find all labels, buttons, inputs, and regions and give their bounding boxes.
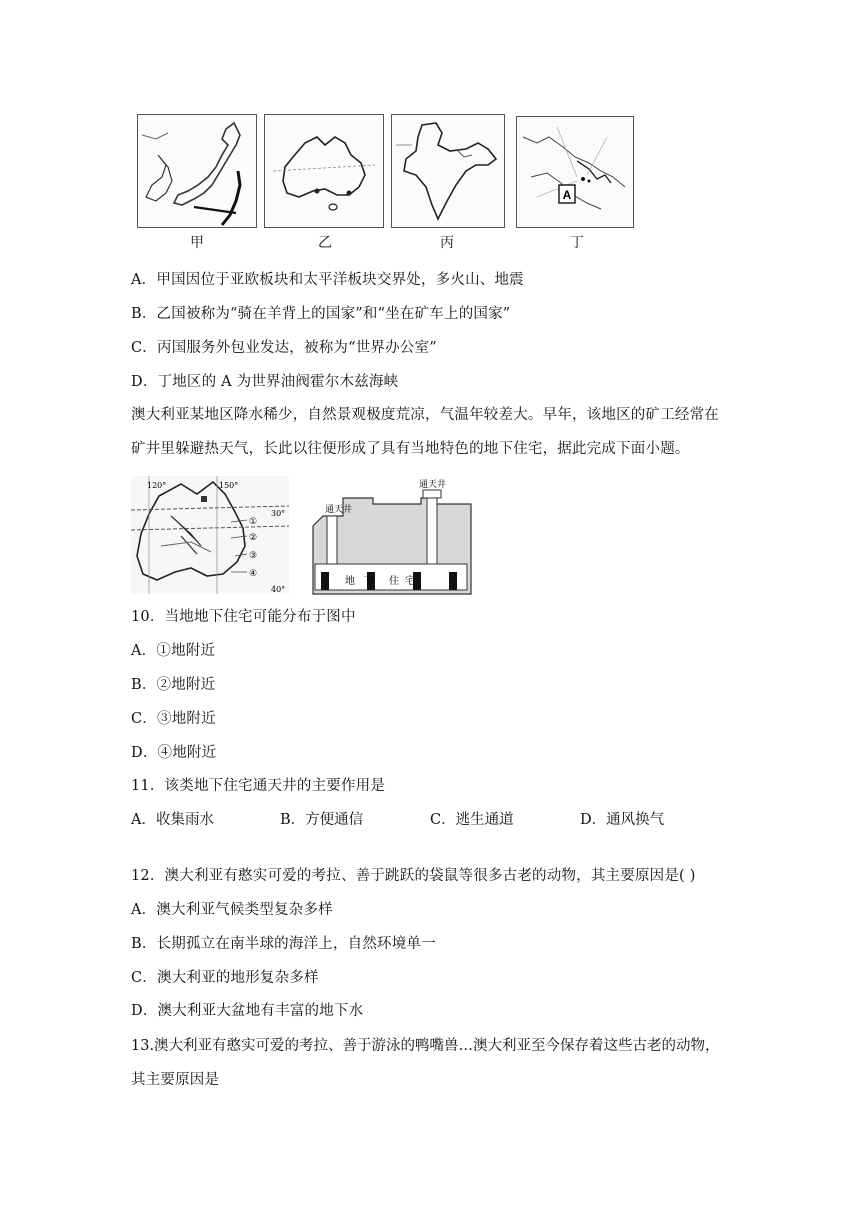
map-marker-1: ① (249, 517, 258, 527)
section-label-xia: 下 (363, 576, 373, 587)
q13-line-1: 13.澳大利亚有憨实可爱的考拉、善于游泳的鸭嘴兽…澳大利亚至今保存着这些古老的动物， (131, 1038, 720, 1054)
map-marker-2: ② (249, 533, 258, 543)
map-ding (516, 116, 634, 228)
passage-line-2: 矿井里躲避热天气，长此以往便形成了具有当地特色的地下住宅，据此完成下面小题。 (131, 441, 690, 457)
section-label-zhai: 宅 (405, 576, 415, 587)
section-label-di: 地 (345, 576, 355, 587)
q10-option-c: C．③地附近 (131, 711, 216, 727)
map-label-120: 120° (147, 481, 167, 490)
q9-option-a: A．甲国因位于亚欧板块和太平洋板块交界处，多火山、地震 (131, 272, 524, 288)
q12-stem: 12．澳大利亚有憨实可爱的考拉、善于跳跃的袋鼠等很多古老的动物，其主要原因是( ) (131, 868, 696, 884)
q11-option-b: B．方便通信 (280, 812, 364, 828)
map-label-40: 40° (271, 585, 286, 594)
q12-option-b: B．长期孤立在南半球的海洋上，自然环境单一 (131, 936, 436, 952)
q10-option-d: D．④地附近 (131, 745, 217, 761)
map-bing (391, 114, 505, 228)
passage-line-1: 澳大利亚某地区降水稀少，自然景观极度荒凉，气温年较差大。早年，该地区的矿工经常在 (131, 407, 719, 423)
section-label-well-right: 通天井 (419, 480, 447, 490)
q9-option-b: B．乙国被称为“骑在羊背上的国家”和“坐在矿车上的国家” (131, 306, 511, 322)
figure-australia-dwelling (131, 476, 481, 596)
map-jia (137, 114, 257, 228)
q11-option-d: D．通风换气 (580, 812, 665, 828)
q12-option-a: A．澳大利亚气候类型复杂多样 (131, 902, 333, 918)
caption-jia: 甲 (190, 235, 204, 251)
q11-stem: 11．该类地下住宅通天井的主要作用是 (131, 778, 386, 794)
map-label-30: 30° (271, 509, 286, 518)
q13-line-2: 其主要原因是 (131, 1072, 220, 1088)
section-label-zhu: 住 (389, 576, 399, 587)
q12-option-d: D．澳大利亚大盆地有丰富的地下水 (131, 1003, 364, 1019)
section-label-well-left: 通天井 (325, 505, 353, 515)
caption-yi: 乙 (318, 235, 332, 251)
map-marker-4: ④ (249, 569, 258, 579)
q11-option-a: A．收集雨水 (131, 812, 214, 828)
q9-option-d: D．丁地区的 A 为世界油阀霍尔木兹海峡 (131, 374, 399, 390)
caption-ding: 丁 (570, 235, 584, 251)
q10-stem: 10．当地地下住宅可能分布于图中 (131, 609, 356, 625)
q12-option-c: C．澳大利亚的地形复杂多样 (131, 970, 319, 986)
q10-option-b: B．②地附近 (131, 677, 216, 693)
map-label-150: 150° (219, 481, 239, 490)
q10-option-a: A．①地附近 (131, 643, 216, 659)
map-yi (264, 114, 384, 228)
map-marker-3: ③ (249, 551, 258, 561)
q11-option-c: C．逃生通道 (430, 812, 514, 828)
q9-option-c: C．丙国服务外包业发达，被称为“世界办公室” (131, 340, 437, 356)
marker-a: A (562, 188, 572, 202)
caption-bing: 丙 (440, 235, 454, 251)
